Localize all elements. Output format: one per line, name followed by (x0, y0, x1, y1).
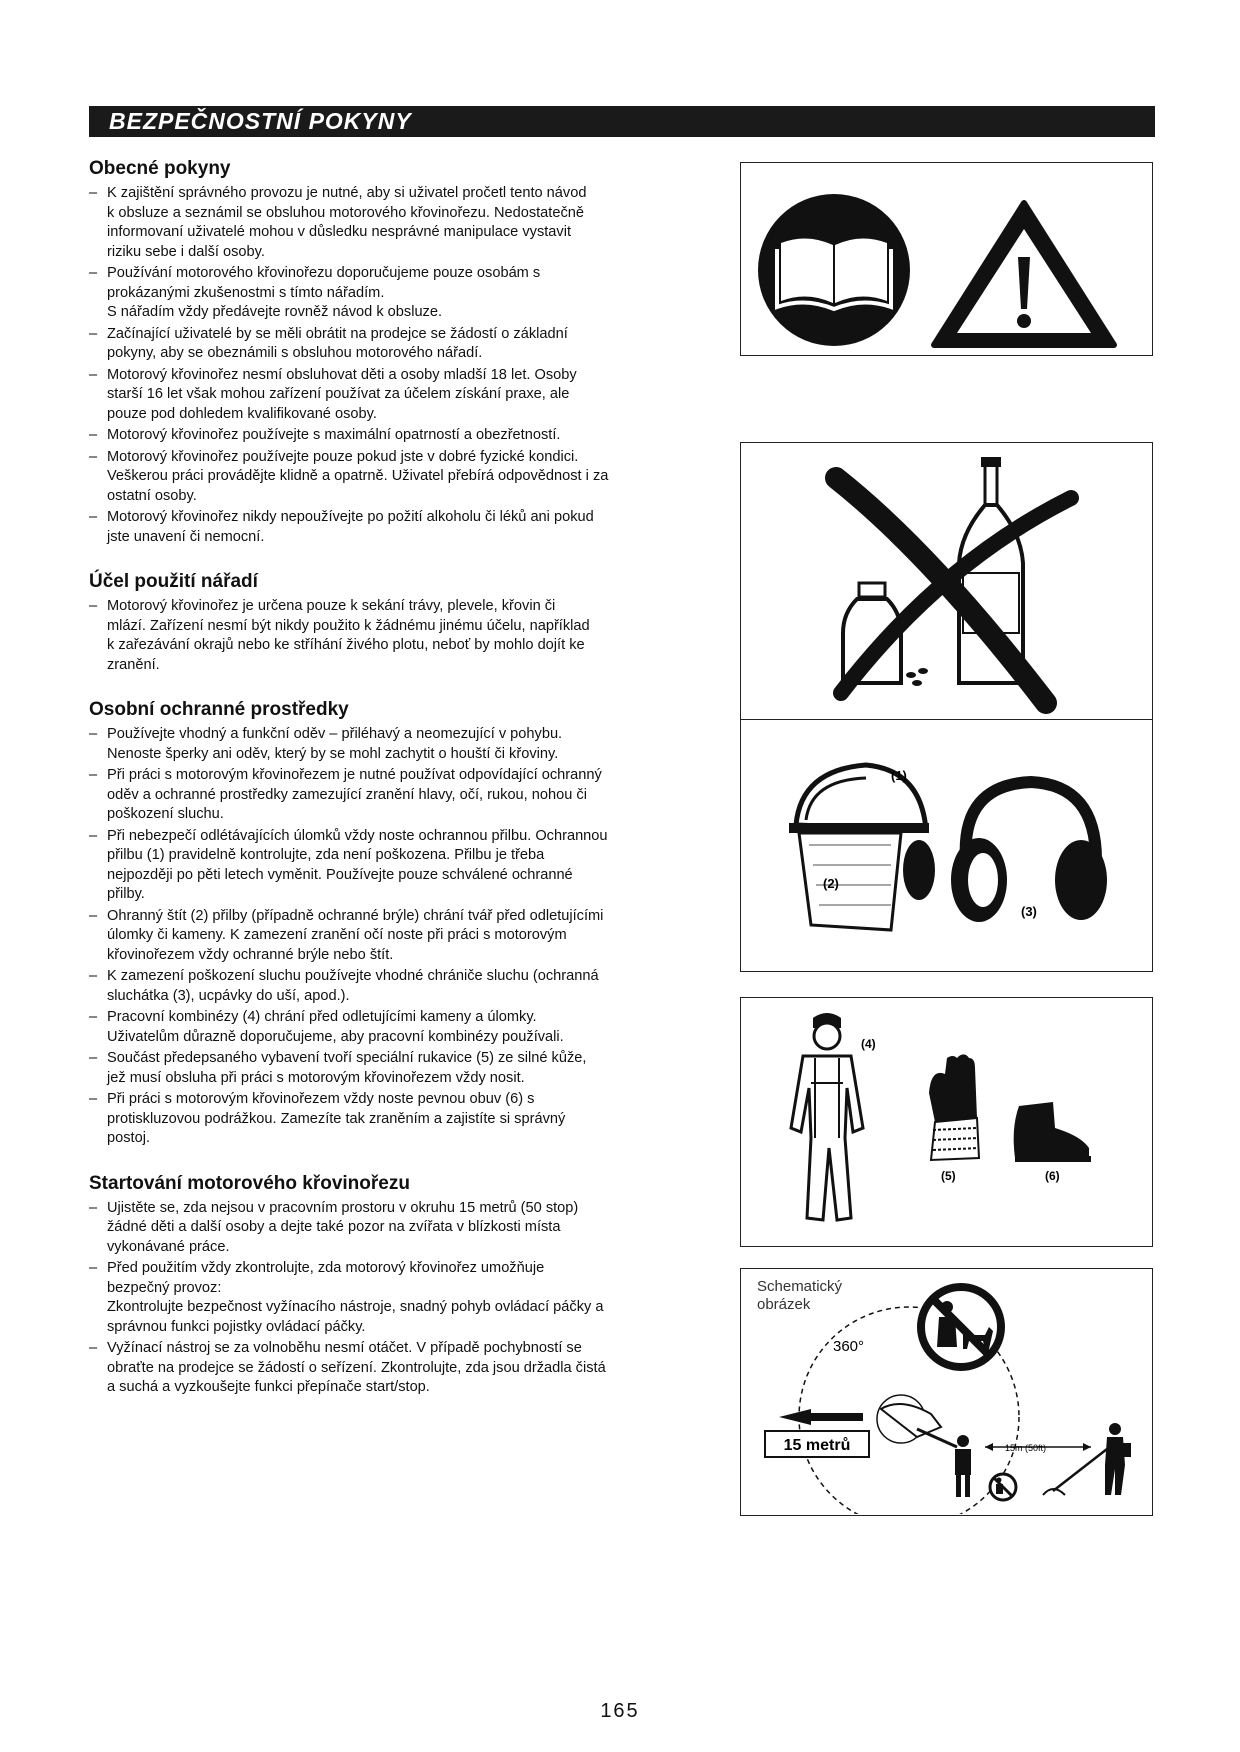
bullet-item (89, 1049, 689, 1088)
bullet-line: – Ujistěte se, zda nejsou v pracovním prostoru v okruhu 15 metrů (50 stop) (107, 1199, 579, 1216)
bullet-line: k obsluze a seznámil se obsluhou motorového křovinořezu. Nedostatečně (107, 204, 584, 221)
bullet-line: – K zajištění správného provozu je nutné, aby si uživatel pročetl tento návod (107, 185, 587, 201)
bullet-item (89, 366, 689, 425)
boot-icon (1014, 1102, 1091, 1162)
label-boots: (6) (1045, 1169, 1060, 1183)
bullet-line: úlomky či kameny. K zamezení zranění očí noste při práci s motorovým (107, 927, 567, 943)
bullet-line: – Začínající uživatelé by se měli obrátit na prodejce se žádostí o základní (107, 325, 568, 342)
bullet-line: sluchátka (3), ucpávky do uší, apod.). (107, 987, 350, 1004)
bullet-item (89, 827, 689, 905)
bullet-line: – Motorový křovinořez nikdy nepoužívejte po požití alkoholu či léků ani pokud (107, 509, 594, 525)
bullet-line: žádné děti a další osoby a dejte také pozor na zvířata v blízkosti místa (107, 1219, 561, 1235)
section-heading: Osobní ochranné prostředky (89, 699, 349, 720)
distance-small-label: 15m (50ft) (1005, 1443, 1047, 1453)
section-0 (89, 158, 689, 547)
bullet-line: zranění. (107, 656, 160, 673)
figure-helmet-earmuffs (740, 719, 1153, 972)
bullet-line: – Před použitím vždy zkontrolujte, zda motorový křovinořez umožňuje (107, 1260, 545, 1276)
bullet-line: správnou funkci pojistky ovládací páčky. (107, 1318, 366, 1335)
bullet-item (89, 1199, 689, 1258)
bullet-list (89, 184, 689, 547)
schematic-caption-line2: obrázek (757, 1296, 811, 1313)
figure-no-alcohol-drugs (740, 442, 1153, 720)
bullet-line: Nenoste šperky ani oděv, který by se mohl zachytit o houští či křoviny. (107, 745, 559, 762)
section-2 (89, 699, 689, 1149)
bullet-line: – K zamezení poškození sluchu používejte vhodné chrániče sluchu (ochranná (107, 968, 599, 984)
bullet-item (89, 725, 689, 764)
bullet-line: – Vyžínací nástroj se za volnoběhu nesmí otáčet. V případě pochybností se (107, 1340, 582, 1356)
bullet-line: přilby. (107, 886, 145, 902)
bullet-line: – Součást předepsaného vybavení tvoří speciální rukavice (5) ze silné kůže, (107, 1050, 587, 1066)
bullet-line: – Při práci s motorovým křovinořezem je nutné používat odpovídající ochranný (107, 767, 602, 783)
bullet-line: – Při práci s motorovým křovinořezem vždy noste pevnou obuv (6) s (107, 1091, 535, 1107)
bullet-line: S nářadím vždy předávejte rovněž návod k obsluze. (107, 304, 443, 320)
bullet-line: Zkontrolujte bezpečnost vyžínacího nástroje, snadný pohyb ovládací páčky a (107, 1299, 604, 1315)
helmet-icon (789, 765, 935, 930)
schematic-caption-line1: Schematický (757, 1278, 843, 1295)
label-coverall: (4) (861, 1037, 876, 1051)
bullet-line: – Pracovní kombinézy (4) chrání před odletujícími kameny a úlomky. (107, 1009, 537, 1025)
bullet-line: bezpečný provoz: (107, 1279, 222, 1296)
bullet-line: protiskluzovou podrážkou. Zamezíte tak zraněním a zajistíte si správný (107, 1110, 566, 1127)
bullet-line: přilbu (1) pravidelně kontrolujte, zda není poškozena. Přilbu je třeba (107, 847, 545, 863)
section-heading: Účel použití nářadí (89, 571, 258, 592)
figure-coverall-gloves-boots (740, 997, 1153, 1247)
bullet-line: nejpozději po pěti letech vyměnit. Používejte pouze schválené ochranné (107, 866, 573, 883)
bullet-line: starší 16 let však mohou zařízení používat za účelem získání praxe, ale (107, 386, 570, 402)
bullet-list (89, 597, 689, 675)
bullet-line: mlází. Zařízení nesmí být nikdy použito k žádnému jinému účelu, například (107, 617, 590, 634)
bullet-line: – Ohranný štít (2) přilby (případně ochranné brýle) chrání tvář před odletujícími (107, 907, 604, 924)
earmuffs-icon (951, 782, 1107, 922)
figure-read-manual-warning (740, 162, 1153, 356)
bullet-line: – Při nebezpečí odlétávajících úlomků vždy noste ochrannou přilbu. Ochrannou (107, 827, 608, 844)
warning-triangle-icon (934, 203, 1114, 345)
bullet-item (89, 426, 689, 446)
bullet-line: jste unavení či nemocní. (107, 528, 265, 545)
bullet-line: riziku sebe i další osoby. (107, 243, 265, 260)
read-manual-icon (758, 194, 910, 346)
text-column (89, 158, 689, 1422)
figure-safety-zone (740, 1268, 1153, 1516)
bullet-line: jež musí obsluha při práci s motorovým křovinořezem vždy nosit. (107, 1069, 525, 1086)
no-persons-small-icon (990, 1474, 1016, 1500)
distance-box (765, 1431, 869, 1457)
bullet-item (89, 508, 689, 547)
bullet-item (89, 448, 689, 507)
section-heading: Startování motorového křovinořezu (89, 1172, 410, 1194)
operator-icon (955, 1435, 971, 1497)
bystander-trimmer-icon (1043, 1423, 1131, 1495)
bullet-line: a suchá a vyzkoušejte funkci přepínače start/stop. (107, 1379, 430, 1395)
worker-coverall-icon (791, 1013, 863, 1220)
bullet-line: oděv a ochranné prostředky zamezující zranění hlavy, očí, rukou, nohou či (107, 786, 587, 803)
bullet-item (89, 1008, 689, 1047)
bullet-line: pokyny, aby se obeznámili s obsluhou motorového nářadí. (107, 345, 483, 361)
bullet-line: – Motorový křovinořez používejte pouze pokud jste v dobré fyzické kondici. (107, 448, 579, 465)
distance-box-label: 15 metrů (783, 1437, 851, 1454)
bullet-line: obraťte na prodejce se žádostí o seřízení. Zkontrolujte, zda jsou držadla čistá (107, 1359, 606, 1376)
bullet-line: pouze pod dohledem kvalifikované osoby. (107, 405, 377, 422)
section-3 (89, 1173, 689, 1398)
bullet-line: – Motorový křovinořez nesmí obsluhovat děti a osoby mladší 18 let. Osoby (107, 366, 577, 383)
bullet-line: ostatní osoby. (107, 487, 197, 504)
bullet-list (89, 1199, 689, 1398)
bullet-item (89, 184, 689, 262)
bullet-line: vykonávané práce. (107, 1238, 230, 1255)
bullet-item (89, 967, 689, 1006)
bullet-line: k zařezávání okrajů nebo ke stříhání živého plotu, neboť by mohlo dojít ke (107, 637, 585, 653)
bullet-line: Uživatelům důrazně doporučujeme, aby pracovní kombinézy používali. (107, 1028, 564, 1045)
bullet-item (89, 1090, 689, 1149)
bullet-item (89, 1339, 689, 1398)
bullet-line: postoj. (107, 1130, 150, 1146)
direction-arrow (779, 1409, 863, 1425)
bullet-item (89, 325, 689, 364)
section-banner (89, 106, 1155, 137)
bullet-item (89, 597, 689, 675)
bullet-line: – Motorový křovinořez je určena pouze k sekání trávy, plevele, křovin či (107, 598, 556, 614)
banner-title: BEZPEČNOSTNÍ POKYNY (109, 108, 412, 134)
label-helmet: (1) (891, 768, 907, 783)
bullet-line: Veškerou práci provádějte klidně a opatrně. Uživatel přebírá odpovědnost i za (107, 468, 609, 484)
bullet-line: – Používejte vhodný a funkční oděv – přiléhavý a neomezující v pohybu. (107, 726, 563, 742)
bullet-item (89, 766, 689, 825)
bullet-line: – Používání motorového křovinořezu doporučujeme pouze osobám s (107, 265, 541, 281)
bullet-item (89, 1259, 689, 1337)
glove-icon (929, 1054, 979, 1160)
section-1 (89, 571, 689, 675)
label-visor: (2) (823, 876, 839, 891)
page-number: 165 (600, 1700, 640, 1722)
bullet-line: – Motorový křovinořez používejte s maximální opatrností a obezřetností. (107, 427, 561, 443)
label-earmuffs: (3) (1021, 904, 1037, 919)
cutting-head-icon (877, 1395, 957, 1447)
no-persons-animals-icon (921, 1287, 1001, 1367)
label-gloves: (5) (941, 1169, 956, 1183)
bullet-line: prokázanými zkušenostmi s tímto nářadím. (107, 284, 385, 301)
bullet-line: informovaní uživatelé mohou v důsledku nesprávné manipulace vystavit (107, 224, 572, 240)
bullet-item (89, 907, 689, 966)
bullet-line: křovinořezem vždy ochranné brýle nebo štít. (107, 946, 394, 963)
angle-label: 360° (833, 1338, 865, 1355)
section-heading: Obecné pokyny (89, 158, 231, 179)
bullet-line: poškození sluchu. (107, 806, 224, 822)
bullet-list (89, 725, 689, 1149)
bullet-item (89, 264, 689, 323)
